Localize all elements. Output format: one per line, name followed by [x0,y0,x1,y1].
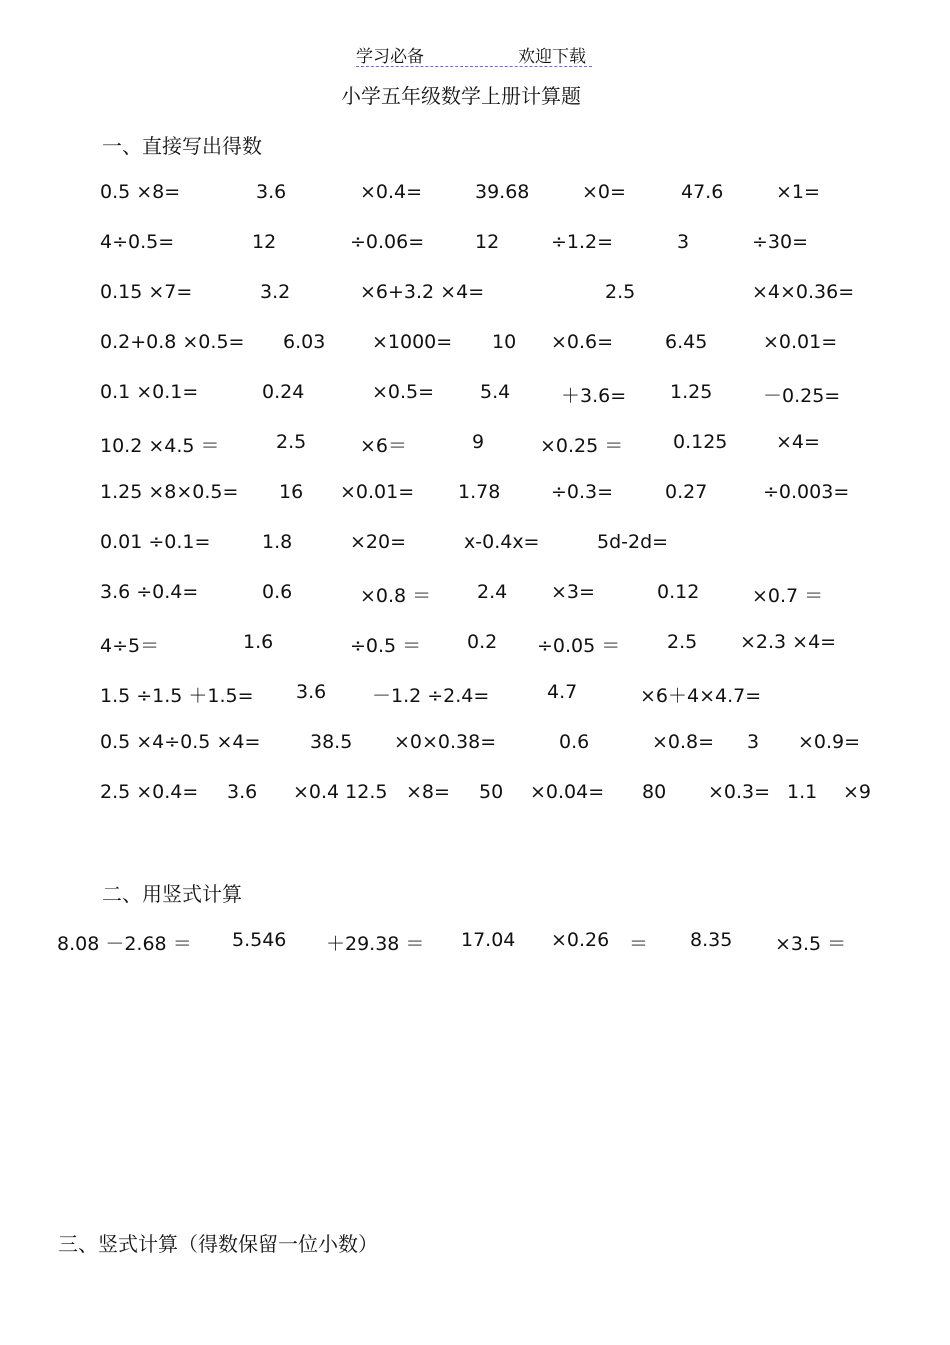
math-cell: 3 [747,731,760,753]
math-cell: 0.6 [559,731,590,753]
math-cell: ×0.01= [763,331,838,353]
math-cell: 3.6 ÷0.4= [100,581,199,603]
math-cell: －1.2 ÷2.4= [372,685,490,707]
math-cell: 0.15 ×7= [100,281,193,303]
math-cell: ×9 [843,781,872,803]
math-cell: ×0.25 ＝ [540,435,624,457]
math-cell: ×20= [350,531,407,553]
section-heading-vertical-rounded: 三、竖式计算（得数保留一位小数） [58,1232,378,1256]
math-cell: 6.45 [665,331,708,353]
math-cell: ×2.3 ×4= [740,631,837,653]
page-header [356,42,592,67]
math-cell: ÷0.3= [551,481,614,503]
math-cell: 0.12 [657,581,700,603]
math-cell: ×0×0.38= [394,731,497,753]
math-cell: 39.68 [475,181,530,203]
math-cell: ×0.4= [360,181,423,203]
math-cell: ×0.26 [551,929,610,951]
math-cell: ×4= [776,431,820,453]
math-cell: ×0.8= [652,731,715,753]
math-cell: ×0.7 ＝ [752,585,824,607]
math-cell: 5.546 [232,929,287,951]
math-cell: 38.5 [310,731,353,753]
math-cell: 4÷0.5= [100,231,175,253]
math-cell: 2.5 [605,281,636,303]
math-cell: 4.7 [547,681,578,703]
math-cell: 0.5 ×4÷0.5 ×4= [100,731,261,753]
math-cell: ×0= [582,181,626,203]
math-cell: 10.2 ×4.5 ＝ [100,435,220,457]
math-cell: 1.6 [243,631,274,653]
math-cell: ×4×0.36= [752,281,855,303]
math-cell: ÷0.06= [350,231,425,253]
math-cell: ＋3.6= [561,385,627,407]
math-cell: ＋29.38 ＝ [326,933,425,955]
math-cell: 10 [492,331,517,353]
section-heading-vertical: 二、用竖式计算 [102,882,242,906]
math-cell: 1.78 [458,481,501,503]
math-cell: ×0.04= [530,781,605,803]
math-cell: ×1000= [372,331,453,353]
math-cell: 0.2+0.8 ×0.5= [100,331,245,353]
math-cell: 2.5 [276,431,307,453]
math-cell: 12 [475,231,500,253]
math-cell: 12 [252,231,277,253]
math-cell: ×3= [551,581,595,603]
math-cell: 17.04 [461,929,516,951]
math-cell: x-0.4x= [464,531,540,553]
header-right-text: 欢迎下载 [518,47,586,67]
math-cell: ×0.6= [551,331,614,353]
math-cell: 5.4 [480,381,511,403]
math-cell: 0.01 ÷0.1= [100,531,211,553]
math-cell: 8.08 －2.68 ＝ [57,933,192,955]
math-cell: 16 [279,481,304,503]
math-cell: 0.6 [262,581,293,603]
math-cell: 0.27 [665,481,708,503]
math-cell: 0.1 ×0.1= [100,381,199,403]
math-cell: ×3.5 ＝ [775,933,847,955]
math-cell: ×0.8 ＝ [360,585,432,607]
math-cell: 0.5 ×8= [100,181,181,203]
math-cell: 2.5 ×0.4= [100,781,199,803]
math-cell: 1.25 [670,381,713,403]
math-cell: ÷1.2= [551,231,614,253]
math-cell: 9 [472,431,485,453]
math-cell: ÷0.5 ＝ [350,635,422,657]
math-cell: 1.1 [787,781,818,803]
math-cell: 3.6 [256,181,287,203]
math-cell: ÷30= [752,231,809,253]
section-heading-direct: 一、直接写出得数 [102,134,262,158]
math-cell: ÷0.003= [763,481,850,503]
math-cell: ×8= [406,781,450,803]
page-title: 小学五年级数学上册计算题 [341,84,581,108]
math-cell: 0.2 [467,631,498,653]
math-cell: ×6+3.2 ×4= [360,281,485,303]
math-cell: －0.25= [763,385,841,407]
math-cell: ×0.4 12.5 [293,781,388,803]
math-cell: 0.125 [673,431,728,453]
math-cell: 47.6 [681,181,724,203]
math-cell: ×0.01= [340,481,415,503]
math-cell: ×1= [776,181,820,203]
math-cell: 6.03 [283,331,326,353]
math-cell: ×6＋4×4.7= [640,685,762,707]
math-cell: 80 [642,781,667,803]
math-cell: ÷0.05 ＝ [537,635,621,657]
math-cell: 3.2 [260,281,291,303]
math-cell: 0.24 [262,381,305,403]
math-cell: ×0.3= [708,781,771,803]
math-cell: ×0.5= [372,381,435,403]
math-cell: 3.6 [227,781,258,803]
math-cell: 1.5 ÷1.5 ＋1.5= [100,685,254,707]
math-cell: 3 [677,231,690,253]
math-cell: 1.25 ×8×0.5= [100,481,239,503]
math-cell: ×6＝ [360,435,408,457]
math-cell: 1.8 [262,531,293,553]
header-left-text: 学习必备 [356,47,424,67]
math-cell: 2.5 [667,631,698,653]
math-cell: 5d-2d= [597,531,669,553]
math-cell: 50 [479,781,504,803]
math-cell: 8.35 [690,929,733,951]
math-cell: ＝ [629,933,649,955]
math-cell: 2.4 [477,581,508,603]
math-cell: 4÷5＝ [100,635,160,657]
math-cell: 3.6 [296,681,327,703]
math-cell: ×0.9= [798,731,861,753]
